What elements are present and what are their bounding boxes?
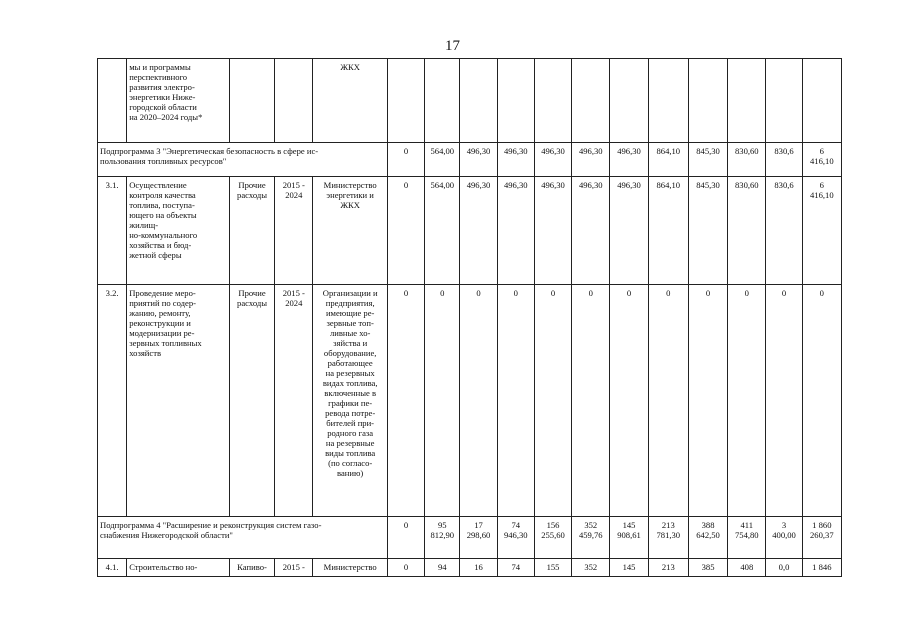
table-row <box>98 177 842 285</box>
value-cell <box>728 59 766 143</box>
value-cell: 830,6 <box>766 143 802 177</box>
value-cell: 95 812,90 <box>425 517 460 559</box>
value-cell <box>648 59 688 143</box>
value-cell: 496,30 <box>572 177 610 285</box>
value-cell <box>387 59 424 143</box>
value-cell: 74 <box>497 559 534 577</box>
value-cell: 0 <box>766 285 802 517</box>
value-cell <box>425 59 460 143</box>
value-cell <box>688 59 727 143</box>
value-cell: 94 <box>425 559 460 577</box>
value-cell: 0,0 <box>766 559 802 577</box>
value-cell: 352 459,76 <box>572 517 610 559</box>
value-cell <box>610 59 648 143</box>
value-cell: 0 <box>387 559 424 577</box>
expense-category-cell <box>229 59 274 143</box>
value-cell: 496,30 <box>460 177 497 285</box>
item-name-cell: Проведение меро- приятий по содер- жанию, ремонту, реконструкции и модернизации ре- зервных топливных хозяйств <box>127 285 230 517</box>
period-cell: 2015 - 2024 <box>275 285 313 517</box>
value-cell <box>802 59 841 143</box>
value-cell: 6 416,10 <box>802 177 841 285</box>
page-number: 17 <box>445 38 460 54</box>
value-cell: 0 <box>610 285 648 517</box>
value-cell: 145 908,61 <box>610 517 648 559</box>
value-cell: 411 754,80 <box>728 517 766 559</box>
value-cell: 6 416,10 <box>802 143 841 177</box>
period-cell: 2015 - <box>275 559 313 577</box>
executor-cell: Министерство энергетики и ЖКХ <box>313 177 388 285</box>
value-cell: 0 <box>460 285 497 517</box>
item-number-cell <box>98 59 127 143</box>
item-number-cell: 4.1. <box>98 559 127 577</box>
value-cell: 156 255,60 <box>534 517 571 559</box>
value-cell: 145 <box>610 559 648 577</box>
value-cell: 496,30 <box>534 177 571 285</box>
table-row <box>98 559 842 577</box>
value-cell: 388 642,50 <box>688 517 727 559</box>
budget-table <box>97 58 842 577</box>
value-cell <box>572 59 610 143</box>
value-cell: 0 <box>387 177 424 285</box>
value-cell: 1 860 260,37 <box>802 517 841 559</box>
value-cell: 864,10 <box>648 177 688 285</box>
item-name-cell: Осуществление контроля качества топлива, поступа- ющего на объекты жилищ- но-коммунального хозяйства и бюд- жетной сферы <box>127 177 230 285</box>
value-cell: 830,60 <box>728 177 766 285</box>
value-cell: 496,30 <box>460 143 497 177</box>
executor-cell: Организации и предприятия, имеющие ре- зервные топ- ливные хо- зяйства и оборудование, работающее на резервных видах топлива, включенные в графики пе- ревода потре- бителей при- родного газа на резервные виды топлива (по согласо- ванию) <box>313 285 388 517</box>
value-cell: 0 <box>425 285 460 517</box>
value-cell: 3 400,00 <box>766 517 802 559</box>
value-cell: 845,30 <box>688 143 727 177</box>
item-number-cell: 3.1. <box>98 177 127 285</box>
value-cell: 155 <box>534 559 571 577</box>
value-cell: 845,30 <box>688 177 727 285</box>
expense-category-cell: Прочие расходы <box>229 285 274 517</box>
period-cell <box>275 59 313 143</box>
value-cell: 830,60 <box>728 143 766 177</box>
value-cell: 213 781,30 <box>648 517 688 559</box>
value-cell: 496,30 <box>497 177 534 285</box>
value-cell: 0 <box>728 285 766 517</box>
subprogram-row <box>98 143 842 177</box>
value-cell: 830,6 <box>766 177 802 285</box>
item-name-cell: мы и программы перспективного развития электро- энергетики Ниже- городской области на 2020–2024 годы* <box>127 59 230 143</box>
value-cell: 385 <box>688 559 727 577</box>
value-cell: 0 <box>688 285 727 517</box>
executor-cell: ЖКХ <box>313 59 388 143</box>
value-cell: 496,30 <box>610 177 648 285</box>
executor-cell: Министерство <box>313 559 388 577</box>
value-cell: 496,30 <box>572 143 610 177</box>
value-cell <box>766 59 802 143</box>
table-row <box>98 285 842 517</box>
item-name-cell: Строительство но- <box>127 559 230 577</box>
value-cell: 496,30 <box>610 143 648 177</box>
value-cell: 0 <box>572 285 610 517</box>
period-cell: 2015 - 2024 <box>275 177 313 285</box>
value-cell: 0 <box>387 517 424 559</box>
value-cell: 1 846 <box>802 559 841 577</box>
value-cell: 213 <box>648 559 688 577</box>
value-cell: 0 <box>648 285 688 517</box>
subprogram-title-cell: Подпрограмма 3 "Энергетическая безопасность в сфере ис- пользования топливных ресурсов" <box>98 143 388 177</box>
item-number-cell: 3.2. <box>98 285 127 517</box>
value-cell: 74 946,30 <box>497 517 534 559</box>
value-cell: 864,10 <box>648 143 688 177</box>
value-cell: 0 <box>387 285 424 517</box>
expense-category-cell: Прочие расходы <box>229 177 274 285</box>
subprogram-row <box>98 517 842 559</box>
value-cell: 408 <box>728 559 766 577</box>
value-cell: 0 <box>387 143 424 177</box>
table-row <box>98 59 842 143</box>
value-cell: 496,30 <box>534 143 571 177</box>
value-cell: 0 <box>802 285 841 517</box>
value-cell <box>497 59 534 143</box>
value-cell: 16 <box>460 559 497 577</box>
value-cell: 0 <box>534 285 571 517</box>
subprogram-title-cell: Подпрограмма 4 "Расширение и реконструкция систем газо- снабжения Нижегородской области" <box>98 517 388 559</box>
value-cell <box>460 59 497 143</box>
value-cell: 352 <box>572 559 610 577</box>
expense-category-cell: Капиво- <box>229 559 274 577</box>
value-cell: 0 <box>497 285 534 517</box>
value-cell: 564,00 <box>425 143 460 177</box>
value-cell: 17 298,60 <box>460 517 497 559</box>
value-cell: 564,00 <box>425 177 460 285</box>
value-cell: 496,30 <box>497 143 534 177</box>
value-cell <box>534 59 571 143</box>
